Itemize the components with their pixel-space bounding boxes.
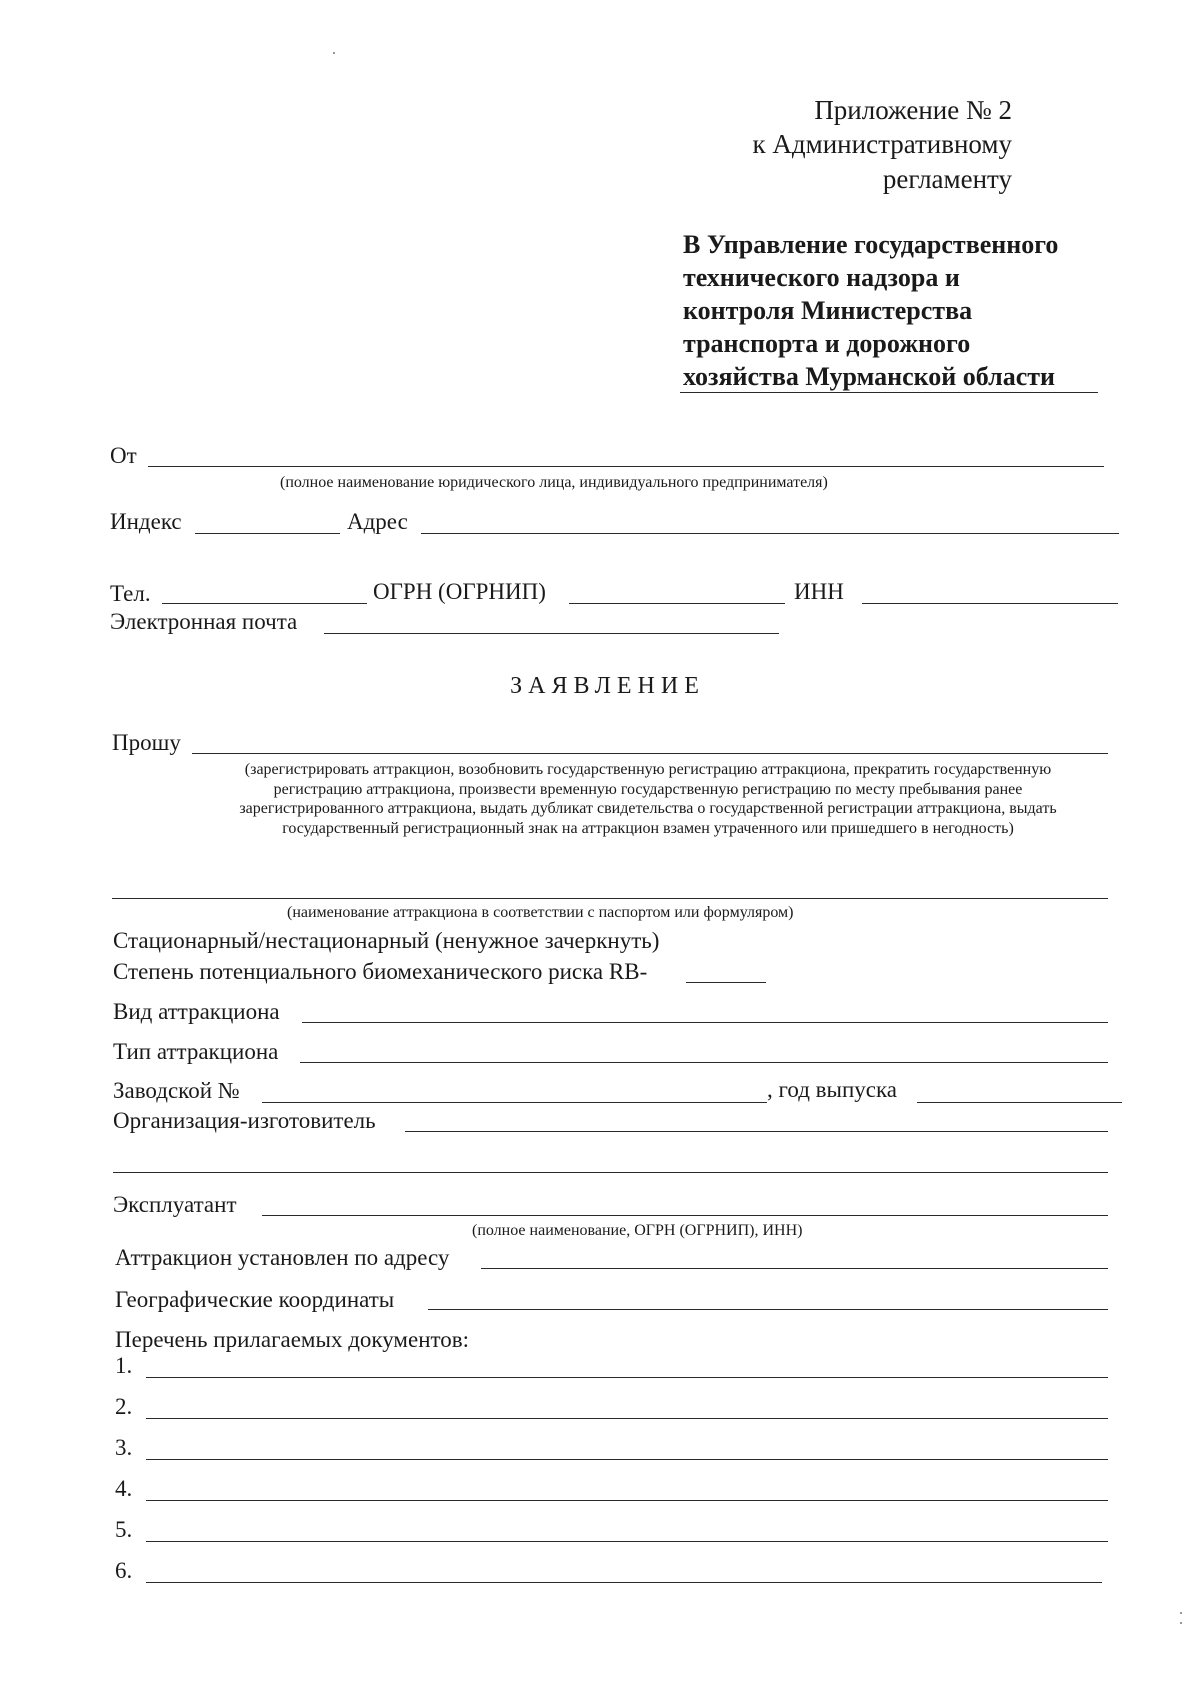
serial-field[interactable] [262,1102,767,1103]
document-field[interactable] [146,1541,1108,1542]
document-field[interactable] [146,1582,1102,1583]
stationary-note: Стационарный/нестационарный (ненужное зачеркнуть) [113,928,660,953]
request-field[interactable] [192,753,1108,754]
location-label: Аттракцион установлен по адресу [115,1245,450,1270]
coords-field[interactable] [428,1309,1108,1310]
request-hint: (зарегистрировать аттракцион, возобновить государственную регистрацию аттракциона, прекратить государственную регистрацию аттракциона, произвести временную государственную регистрацию по месту пребывания ранее зарегистрированного аттракциона, выдать дубликат свидетельства о государственной регистрации аттракциона, выдать государственный регистрационный знак на аттракцион взамен утраченного или пришедшего в негодность) [239,761,1057,837]
tel-label: Тел. [110,581,151,606]
type-label: Тип аттракциона [113,1039,279,1064]
email-label: Электронная почта [110,609,298,634]
index-label: Индекс [110,509,182,534]
operator-field[interactable] [262,1215,1108,1216]
addressee-line-2: технического надзора и [683,263,960,292]
ogrn-label: ОГРН (ОГРНИП) [373,579,546,604]
document-number: 6. [115,1558,133,1583]
addressee-line-1: В Управление государственного [683,230,1059,259]
coords-label: Географические координаты [115,1287,395,1312]
from-label: От [110,443,137,468]
risk-field[interactable] [686,982,766,983]
attraction-name-hint: (наименование аттракциона в соответствии с паспортом или формуляром) [287,904,794,921]
from-field[interactable] [148,466,1104,467]
location-field[interactable] [481,1268,1108,1269]
document-field[interactable] [146,1377,1108,1378]
appendix-regulation: регламенту [882,164,1012,194]
scan-speck [1180,1622,1182,1624]
document-number: 3. [115,1435,133,1460]
kind-label: Вид аттракциона [113,999,280,1024]
year-field[interactable] [917,1102,1122,1103]
documents-label: Перечень прилагаемых документов: [115,1327,470,1352]
document-number: 4. [115,1476,133,1501]
kind-field[interactable] [302,1022,1108,1023]
addressee-line-3: контроля Министерства [683,296,973,325]
manufacturer-field[interactable] [405,1131,1108,1132]
risk-label: Степень потенциального биомеханического риска RB- [113,959,648,984]
document-number: 5. [115,1517,133,1542]
document-number: 1. [115,1353,133,1378]
manufacturer-field-continued[interactable] [113,1172,1108,1173]
addressee-line-5: хозяйства Мурманской области [683,362,1056,391]
scan-speck [1180,1612,1182,1614]
inn-label: ИНН [794,579,844,604]
tel-field[interactable] [162,603,367,604]
addressee-underline [680,392,1098,393]
appendix-reference: к Административному [752,129,1012,159]
appendix-number: Приложение № 2 [814,95,1012,125]
document-field[interactable] [146,1418,1108,1419]
serial-label: Заводской № [113,1078,240,1103]
attraction-name-field[interactable] [112,898,1108,899]
year-label: , год выпуска [767,1077,898,1102]
email-field[interactable] [324,633,779,634]
scan-speck [333,52,335,54]
addressee-block [683,228,1123,393]
inn-field[interactable] [862,603,1118,604]
address-field[interactable] [421,533,1119,534]
index-field[interactable] [195,533,340,534]
operator-hint: (полное наименование, ОГРН (ОГРНИП), ИНН) [472,1222,803,1239]
address-label: Адрес [347,509,408,534]
document-number: 2. [115,1394,133,1419]
document-field[interactable] [146,1500,1108,1501]
manufacturer-label: Организация-изготовитель [113,1108,376,1133]
from-hint: (полное наименование юридического лица, индивидуального предпринимателя) [280,474,828,491]
document-field[interactable] [146,1459,1108,1460]
type-field[interactable] [300,1062,1108,1063]
addressee-line-4: транспорта и дорожного [683,329,971,358]
operator-label: Эксплуатант [113,1192,237,1217]
document-title: ЗАЯВЛЕНИЕ [510,673,705,699]
ogrn-field[interactable] [569,603,785,604]
request-label: Прошу [112,730,181,755]
